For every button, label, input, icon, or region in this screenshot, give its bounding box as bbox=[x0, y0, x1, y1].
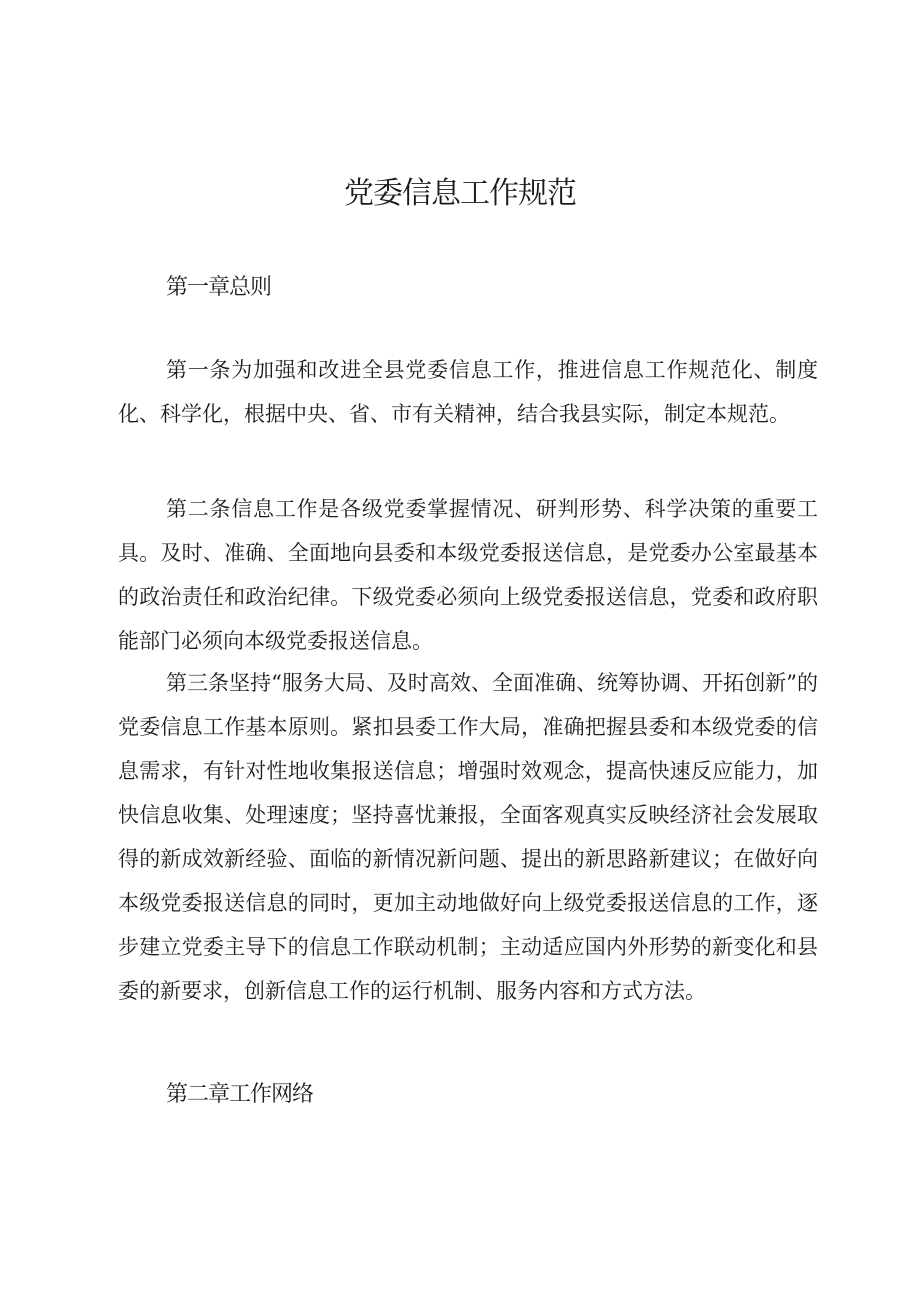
article-1: 第一条为加强和改进全县党委信息工作，推进信息工作规范化、制度化、科学化，根据中央、省、市有关精神，结合我县实际，制定本规范。 bbox=[118, 358, 818, 426]
chapter-heading-2: 第二章工作网络 bbox=[166, 1082, 314, 1107]
article-3: 第三条坚持“服务大局、及时高效、全面准确、统筹协调、开拓创新”的党委信息工作基本原则。紧扣县委工作大局，准确把握县委和本级党委的信息需求，有针对性地收集报送信息；增强时效观念，提高快速反应能力，加快信息收集、处理速度；坚持喜忧兼报，全面客观真实反映经济社会发展取得的新成效新经验、面临的新情况新问题、提出的新思路新建议；在做好向本级党委报送信息的同时，更加主动地做好向上级党委报送信息的工作，逐步建立党委主导下的信息工作联动机制；主动适应国内外形势的新变化和县委的新要求，创新信息工作的运行机制、服务内容和方式方法。 bbox=[118, 671, 818, 1003]
chapter-heading-1: 第一章总则 bbox=[166, 275, 272, 300]
article-2: 第二条信息工作是各级党委掌握情况、研判形势、科学决策的重要工具。及时、准确、全面地向县委和本级党委报送信息，是党委办公室最基本的政治责任和政治纪律。下级党委必须向上级党委报送信息，党委和政府职能部门必须向本级党委报送信息。 bbox=[118, 497, 818, 653]
document-title: 党委信息工作规范 bbox=[344, 176, 576, 211]
